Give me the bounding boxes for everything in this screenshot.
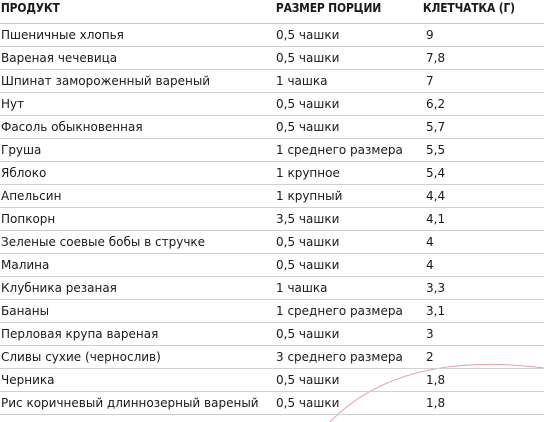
table-row — [0, 24, 544, 47]
product-cell: Фасоль обыкновенная — [0, 116, 275, 139]
fiber-value-cell: 3 — [422, 323, 544, 346]
fiber-value-cell: 4,4 — [422, 185, 544, 208]
table-row — [0, 277, 544, 300]
serving-size-cell: 0,5 чашки — [275, 392, 422, 415]
product-cell: Пшеничные хлопья — [0, 24, 275, 47]
table-row — [0, 47, 544, 70]
serving-size-cell: 0,5 чашки — [275, 231, 422, 254]
product-cell: Попкорн — [0, 208, 275, 231]
table-row — [0, 70, 544, 93]
table-row — [0, 392, 544, 415]
fiber-value-cell: 3,3 — [422, 277, 544, 300]
product-cell: Сливы сухие (чернослив) — [0, 346, 275, 369]
serving-size-cell: 1 чашка — [275, 277, 422, 300]
product-cell: Черника — [0, 369, 275, 392]
fiber-value-cell: 4 — [422, 231, 544, 254]
serving-size-cell: 0,5 чашки — [275, 93, 422, 116]
serving-size-cell: 1 среднего размера — [275, 139, 422, 162]
serving-size-cell: 0,5 чашки — [275, 47, 422, 70]
product-cell: Нут — [0, 93, 275, 116]
table-row — [0, 323, 544, 346]
product-cell: Перловая крупа вареная — [0, 323, 275, 346]
fiber-value-cell: 5,5 — [422, 139, 544, 162]
column-header-fiber: КЛЕТЧАТКА (Г) — [422, 0, 527, 24]
serving-size-cell: 1 крупный — [275, 185, 422, 208]
fiber-value-cell: 5,4 — [422, 162, 544, 185]
table-header-row — [0, 0, 544, 24]
column-header-product: ПРОДУКТ — [0, 0, 237, 24]
fiber-value-cell: 1,8 — [422, 369, 544, 392]
table-row — [0, 369, 544, 392]
serving-size-cell: 1 чашка — [275, 70, 422, 93]
product-cell: Яблоко — [0, 162, 275, 185]
fiber-value-cell: 2 — [422, 346, 544, 369]
fiber-value-cell: 5,7 — [422, 116, 544, 139]
fiber-value-cell: 6,2 — [422, 93, 544, 116]
fiber-value-cell: 1,8 — [422, 392, 544, 415]
product-cell: Шпинат замороженный вареный — [0, 70, 275, 93]
table-row — [0, 208, 544, 231]
fiber-value-cell: 9 — [422, 24, 544, 47]
serving-size-cell: 0,5 чашки — [275, 369, 422, 392]
table-row — [0, 254, 544, 277]
serving-size-cell: 3 среднего размера — [275, 346, 422, 369]
product-cell: Вареная чечевица — [0, 47, 275, 70]
fiber-value-cell: 7,8 — [422, 47, 544, 70]
product-cell: Бананы — [0, 300, 275, 323]
table-row — [0, 346, 544, 369]
table-row — [0, 185, 544, 208]
table-row — [0, 231, 544, 254]
product-cell: Груша — [0, 139, 275, 162]
fiber-value-cell: 3,1 — [422, 300, 544, 323]
serving-size-cell: 0,5 чашки — [275, 24, 422, 47]
serving-size-cell: 0,5 чашки — [275, 254, 422, 277]
product-cell: Зеленые соевые бобы в стручке — [0, 231, 275, 254]
product-cell: Клубника резаная — [0, 277, 275, 300]
table-row — [0, 116, 544, 139]
serving-size-cell: 1 среднего размера — [275, 300, 422, 323]
fiber-value-cell: 4,1 — [422, 208, 544, 231]
fiber-value-cell: 4 — [422, 254, 544, 277]
serving-size-cell: 0,5 чашки — [275, 116, 422, 139]
column-header-serving-size: РАЗМЕР ПОРЦИИ — [275, 0, 401, 24]
table-row — [0, 162, 544, 185]
serving-size-cell: 3,5 чашки — [275, 208, 422, 231]
serving-size-cell: 1 крупное — [275, 162, 422, 185]
table-row — [0, 300, 544, 323]
fiber-value-cell: 7 — [422, 70, 544, 93]
table-row — [0, 139, 544, 162]
product-cell: Апельсин — [0, 185, 275, 208]
product-cell: Рис коричневый длиннозерный вареный — [0, 392, 275, 415]
product-cell: Малина — [0, 254, 275, 277]
table-row — [0, 93, 544, 116]
serving-size-cell: 0,5 чашки — [275, 323, 422, 346]
